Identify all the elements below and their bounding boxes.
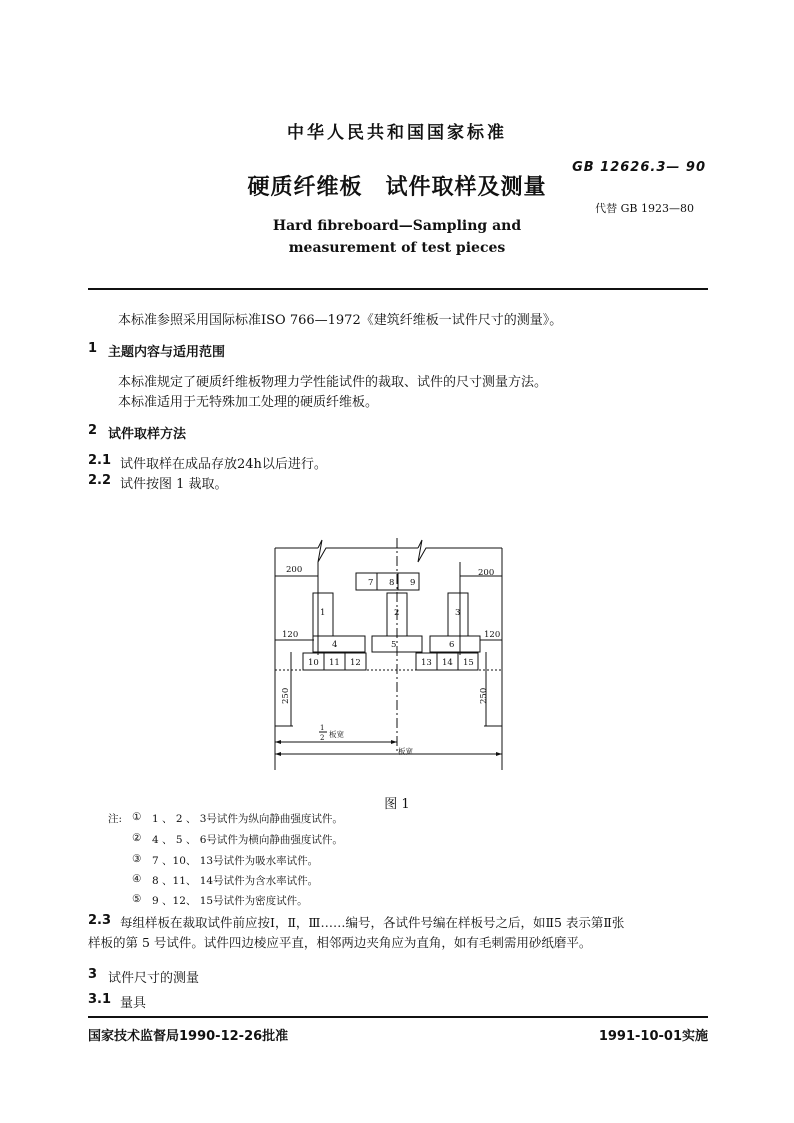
dim-250-right: 250 — [479, 687, 489, 704]
section3-number: 3 — [88, 967, 98, 982]
standard-number: GB 12626.3— 90 — [572, 160, 706, 175]
note-mark-2: ② — [132, 832, 142, 844]
piece-14: 14 — [442, 658, 453, 668]
note-mark-4: ④ — [132, 873, 142, 885]
piece-2: 2 — [394, 608, 400, 618]
clause-2-1-number: 2.1 — [88, 453, 112, 468]
section1-heading: 主题内容与适用范围 — [108, 345, 226, 360]
dim-200-right: 200 — [478, 568, 495, 578]
clause-2-2-number: 2.2 — [88, 473, 112, 488]
piece-15: 15 — [463, 658, 474, 668]
section2-number: 2 — [88, 423, 98, 438]
dim-120-left: 120 — [282, 630, 299, 640]
dim-200-left: 200 — [286, 565, 303, 575]
note-mark-1: ① — [132, 811, 142, 823]
piece-3: 3 — [455, 608, 461, 618]
dim-250-left: 250 — [281, 687, 291, 704]
section1-number: 1 — [88, 341, 98, 356]
piece-4: 4 — [332, 640, 338, 650]
note-mark-5: ⑤ — [132, 893, 142, 905]
clause-2-2-text: 试件按图 1 裁取。 — [120, 477, 228, 492]
note-text-2: 4 、 5 、 6号试件为横向静曲强度试件。 — [152, 834, 343, 846]
bottom-rule — [88, 1016, 708, 1018]
piece-8: 8 — [389, 578, 395, 588]
clause-3-1-number: 3.1 — [88, 992, 112, 1007]
clause-2-3-number: 2.3 — [88, 913, 112, 928]
implementation-date: 1991-10-01实施 — [598, 1029, 708, 1044]
piece-6: 6 — [449, 640, 455, 650]
piece-12: 12 — [350, 658, 361, 668]
national-standard-header: 中华人民共和国国家标准 — [287, 123, 507, 143]
piece-7: 7 — [368, 578, 374, 588]
section2-heading: 试件取样方法 — [108, 427, 187, 442]
clause-2-3-line1: 每组样板在裁取试件前应按Ⅰ，Ⅱ，Ⅲ……编号，各试件号编在样板号之后，如Ⅱ5 表示第Ⅱ张 — [120, 915, 625, 930]
note-text-3: 7 、10、 13号试件为吸水率试件。 — [152, 855, 319, 867]
note-text-4: 8 、11、 14号试件为含水率试件。 — [152, 875, 319, 887]
section1-para1: 本标准规定了硬质纤维板物理力学性能试件的裁取、试件的尺寸测量方法。 — [118, 375, 548, 390]
note-mark-3: ③ — [132, 853, 142, 865]
approval-line: 国家技术监督局1990-12-26批准 — [88, 1029, 289, 1044]
section1-para2: 本标准适用于无特殊加工处理的硬质纤维板。 — [118, 395, 379, 410]
half-numerator: 1 — [320, 724, 325, 732]
notes-prefix: 注: — [108, 813, 123, 825]
intro-paragraph: 本标准参照采用国际标准ISO 766—1972《建筑纤维板一试件尺寸的测量》。 — [118, 313, 563, 328]
piece-1: 1 — [320, 608, 326, 618]
board-width-label: 板宽 — [398, 747, 413, 756]
clause-2-1-text: 试件取样在成品存放24h以后进行。 — [120, 457, 327, 472]
half-width-label: 板宽 — [329, 730, 344, 739]
piece-10: 10 — [308, 658, 319, 668]
clause-3-1-text: 量具 — [120, 996, 147, 1011]
half-denominator: 2 — [320, 734, 325, 742]
note-text-1: 1 、 2 、 3号试件为纵向静曲强度试件。 — [152, 813, 343, 825]
piece-5: 5 — [391, 640, 397, 650]
dim-120-right: 120 — [484, 630, 501, 640]
note-text-5: 9 、12、 15号试件为密度试件。 — [152, 895, 308, 907]
piece-13: 13 — [421, 658, 432, 668]
title-english-line2: measurement of test pieces — [288, 240, 506, 256]
piece-9: 9 — [410, 578, 416, 588]
figure-caption: 图 1 — [384, 797, 410, 812]
section3-heading: 试件尺寸的测量 — [108, 971, 200, 986]
title-chinese: 硬质纤维板 试件取样及测量 — [247, 175, 547, 200]
title-english-line1: Hard fibreboard—Sampling and — [272, 218, 522, 234]
clause-2-3-line2: 样板的第 5 号试件。试件四边棱应平直，相邻两边夹角应为直角，如有毛刺需用砂纸磨平。 — [88, 935, 592, 950]
piece-11: 11 — [329, 658, 340, 668]
replaces-standard: 代替 GB 1923—80 — [595, 202, 694, 215]
